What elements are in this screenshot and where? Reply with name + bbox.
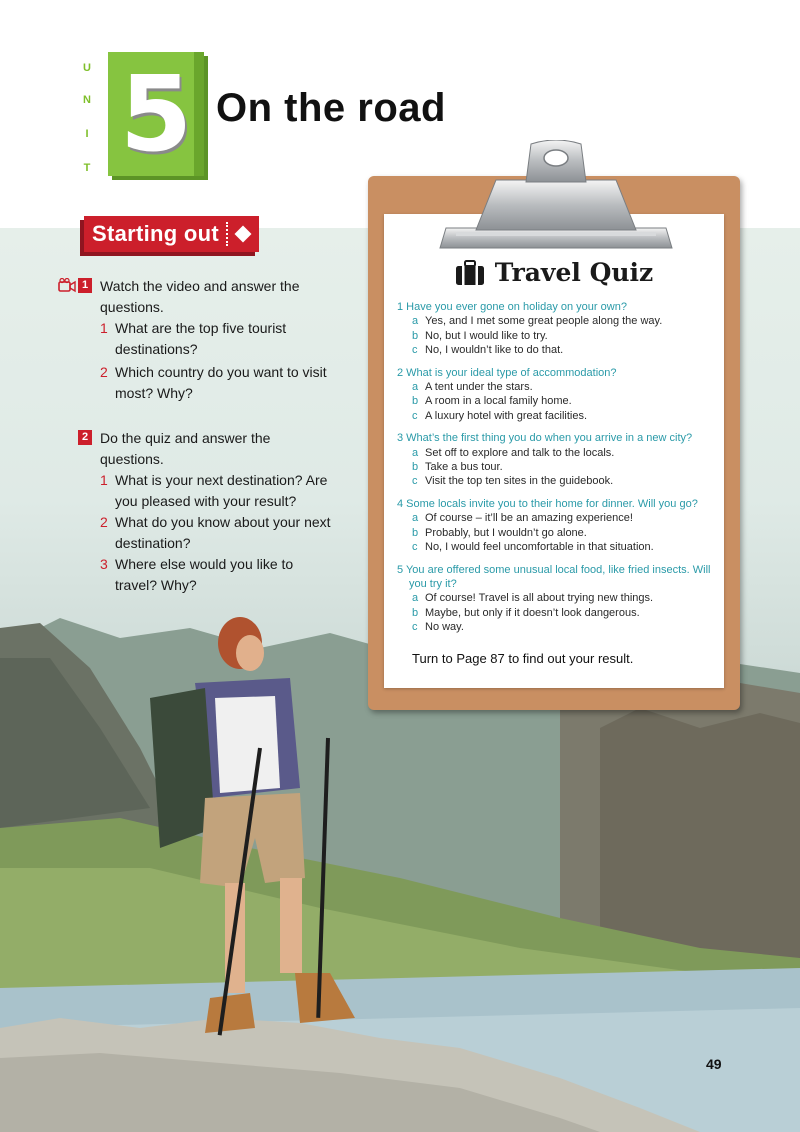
- answer-option: [397, 606, 717, 620]
- option-letter: a: [412, 381, 419, 394]
- answer-option: [397, 460, 717, 474]
- answer-option: [397, 591, 717, 605]
- question-text: 4 Some locals invite you to their home for dinner. Will you go?: [397, 497, 698, 510]
- option-letter: c: [412, 409, 418, 422]
- option-text: Set off to explore and talk to the locals.: [425, 446, 615, 459]
- option-letter: a: [412, 592, 419, 605]
- question-text: 2 What is your ideal type of accommodation?: [397, 366, 617, 379]
- list-item: [100, 512, 338, 554]
- suitcase-icon: [455, 260, 485, 286]
- answer-option: [397, 511, 717, 525]
- option-text: A tent under the stars.: [425, 381, 533, 394]
- option-text: Yes, and I met some great people along the way.: [425, 315, 663, 328]
- exercise-number: 2: [78, 430, 92, 445]
- question-list: [100, 318, 338, 404]
- quiz-question: [397, 563, 717, 635]
- section-banner: [84, 216, 259, 252]
- exercise-instruction: Do the quiz and answer the questions.: [100, 430, 271, 467]
- banner-divider: [226, 222, 228, 246]
- option-text: Maybe, but only if it doesn’t look dangerous.: [425, 606, 640, 619]
- option-letter: b: [412, 329, 419, 342]
- option-text: Visit the top ten sites in the guidebook.: [425, 475, 614, 488]
- option-letter: c: [412, 541, 418, 554]
- diamond-icon: [235, 226, 252, 243]
- option-text: Take a bus tour.: [425, 461, 503, 474]
- answer-option: [397, 474, 717, 488]
- question-text: 1 Have you ever gone on holiday on your own?: [397, 301, 627, 313]
- question-text: 5 You are offered some unusual local food, like fried insects. Will you try it?: [397, 563, 711, 590]
- option-text: A luxury hotel with great facilities.: [425, 409, 588, 422]
- answer-option: [397, 329, 717, 343]
- option-letter: c: [412, 621, 418, 634]
- option-text: No, but I would like to try.: [425, 329, 548, 342]
- exercise-number: 1: [78, 278, 92, 293]
- clipboard-clip-icon: [436, 140, 676, 252]
- page-title: On the road: [216, 86, 446, 130]
- answer-option: [397, 314, 717, 328]
- list-item: [100, 554, 338, 596]
- unit-letter: T: [83, 162, 91, 174]
- option-letter: b: [412, 606, 419, 619]
- exercise-instruction: Watch the video and answer the questions.: [100, 278, 300, 315]
- option-text: Of course – it’ll be an amazing experience!: [425, 512, 633, 525]
- answer-option: [397, 526, 717, 540]
- item-text: Which country do you want to visit most? Why?: [115, 364, 327, 401]
- unit-number: 5: [119, 53, 193, 175]
- option-letter: a: [412, 446, 419, 459]
- item-number: 1: [100, 472, 108, 488]
- option-letter: b: [412, 526, 419, 539]
- exercise-2: [58, 428, 338, 596]
- answer-option: [397, 446, 717, 460]
- option-letter: b: [412, 395, 419, 408]
- unit-number-box: [108, 52, 204, 176]
- option-letter: a: [412, 512, 419, 525]
- quiz-title-text: Travel Quiz: [494, 258, 654, 287]
- item-number: 1: [100, 320, 108, 336]
- item-text: What are the top five tourist destinations?: [115, 320, 287, 357]
- unit-vertical-label: [80, 60, 94, 180]
- quiz-question: [397, 497, 717, 555]
- question-text: 3 What’s the first thing you do when you arrive in a new city?: [397, 432, 693, 445]
- quiz-question: [397, 431, 717, 489]
- option-letter: c: [412, 344, 418, 357]
- item-number: 2: [100, 364, 108, 380]
- answer-option: [397, 620, 717, 634]
- quiz-question: [397, 300, 717, 358]
- question-list: [100, 470, 338, 596]
- option-text: No way.: [425, 621, 464, 634]
- option-letter: a: [412, 315, 419, 328]
- section-label: Starting out: [92, 221, 220, 246]
- unit-letter: N: [83, 94, 91, 106]
- quiz-title: [384, 258, 724, 287]
- list-item: [100, 362, 338, 404]
- option-letter: c: [412, 475, 418, 488]
- item-number: 3: [100, 556, 108, 572]
- answer-option: [397, 343, 717, 357]
- video-icon[interactable]: [58, 278, 76, 293]
- answer-option: [397, 540, 717, 554]
- answer-option: [397, 409, 717, 423]
- list-item: [100, 318, 338, 360]
- option-text: Of course! Travel is all about trying new things.: [425, 592, 654, 605]
- unit-letter: I: [85, 128, 89, 140]
- page-number: 49: [706, 1056, 722, 1072]
- item-text: What do you know about your next destination?: [115, 514, 331, 551]
- list-item: [100, 470, 338, 512]
- option-text: No, I wouldn’t like to do that.: [425, 344, 564, 357]
- quiz-questions: [397, 300, 717, 643]
- quiz-footer: Turn to Page 87 to find out your result.: [412, 651, 634, 666]
- option-text: A room in a local family home.: [425, 395, 572, 408]
- item-number: 2: [100, 514, 108, 530]
- exercise-1: [58, 276, 338, 404]
- answer-option: [397, 380, 717, 394]
- option-letter: b: [412, 461, 419, 474]
- item-text: Where else would you like to travel? Why?: [115, 556, 294, 593]
- unit-letter: U: [83, 62, 91, 74]
- option-text: No, I would feel uncomfortable in that situation.: [425, 541, 654, 554]
- answer-option: [397, 394, 717, 408]
- item-text: What is your next destination? Are you pleased with your result?: [115, 472, 328, 509]
- quiz-question: [397, 366, 717, 424]
- option-text: Probably, but I wouldn’t go alone.: [425, 526, 587, 539]
